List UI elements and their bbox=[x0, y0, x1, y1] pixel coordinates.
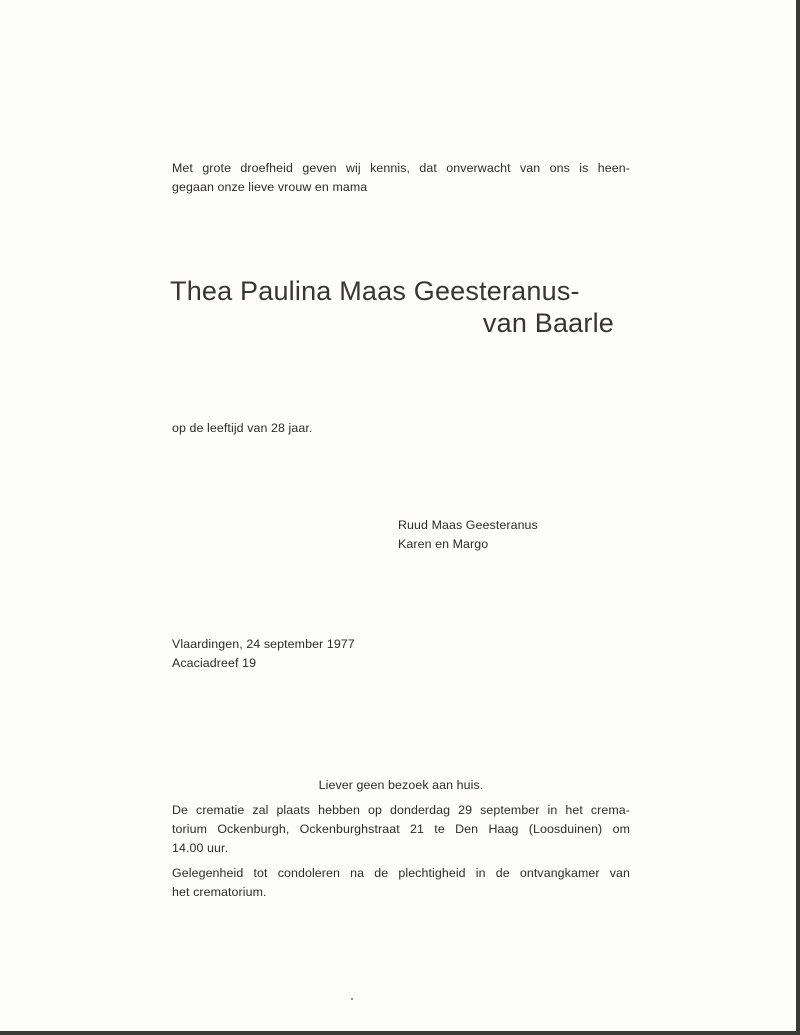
family-line-1: Ruud Maas Geesteranus bbox=[398, 518, 538, 532]
intro-line-1: Met grote droefheid geven wij kennis, dat onverwacht van ons is heen- bbox=[172, 161, 630, 175]
cremation-text bbox=[172, 801, 630, 858]
family-line-2: Karen en Margo bbox=[398, 537, 489, 551]
cremation-line-2: torium Ockenburgh, Ockenburghstraat 21 te Den Haag (Loosduinen) om bbox=[172, 822, 630, 836]
place-date-line: Vlaardingen, 24 september 1977 bbox=[172, 637, 355, 651]
age-text: op de leeftijd van 28 jaar. bbox=[172, 421, 313, 435]
address-line: Acaciadreef 19 bbox=[172, 656, 257, 670]
condolence-text bbox=[172, 864, 630, 902]
deceased-name-line-1: Thea Paulina Maas Geesteranus- bbox=[170, 276, 580, 306]
condolence-line-2: het crematorium. bbox=[172, 885, 267, 899]
deceased-name-line-2: van Baarle bbox=[482, 308, 614, 338]
cremation-line-1: De crematie zal plaats hebben op donderdag 29 september in het crema- bbox=[172, 803, 630, 817]
place-and-date bbox=[172, 635, 630, 673]
condolence-line-1: Gelegenheid tot condoleren na de plechtigheid in de ontvangkamer van bbox=[172, 866, 630, 880]
cremation-line-3: 14.00 uur. bbox=[172, 841, 229, 855]
print-mark bbox=[351, 998, 353, 1000]
no-visit-notice: Liever geen bezoek aan huis. bbox=[318, 778, 484, 792]
family-names bbox=[398, 516, 538, 554]
intro-line-2: gegaan onze lieve vrouw en mama bbox=[172, 180, 368, 194]
intro-text bbox=[172, 159, 630, 197]
